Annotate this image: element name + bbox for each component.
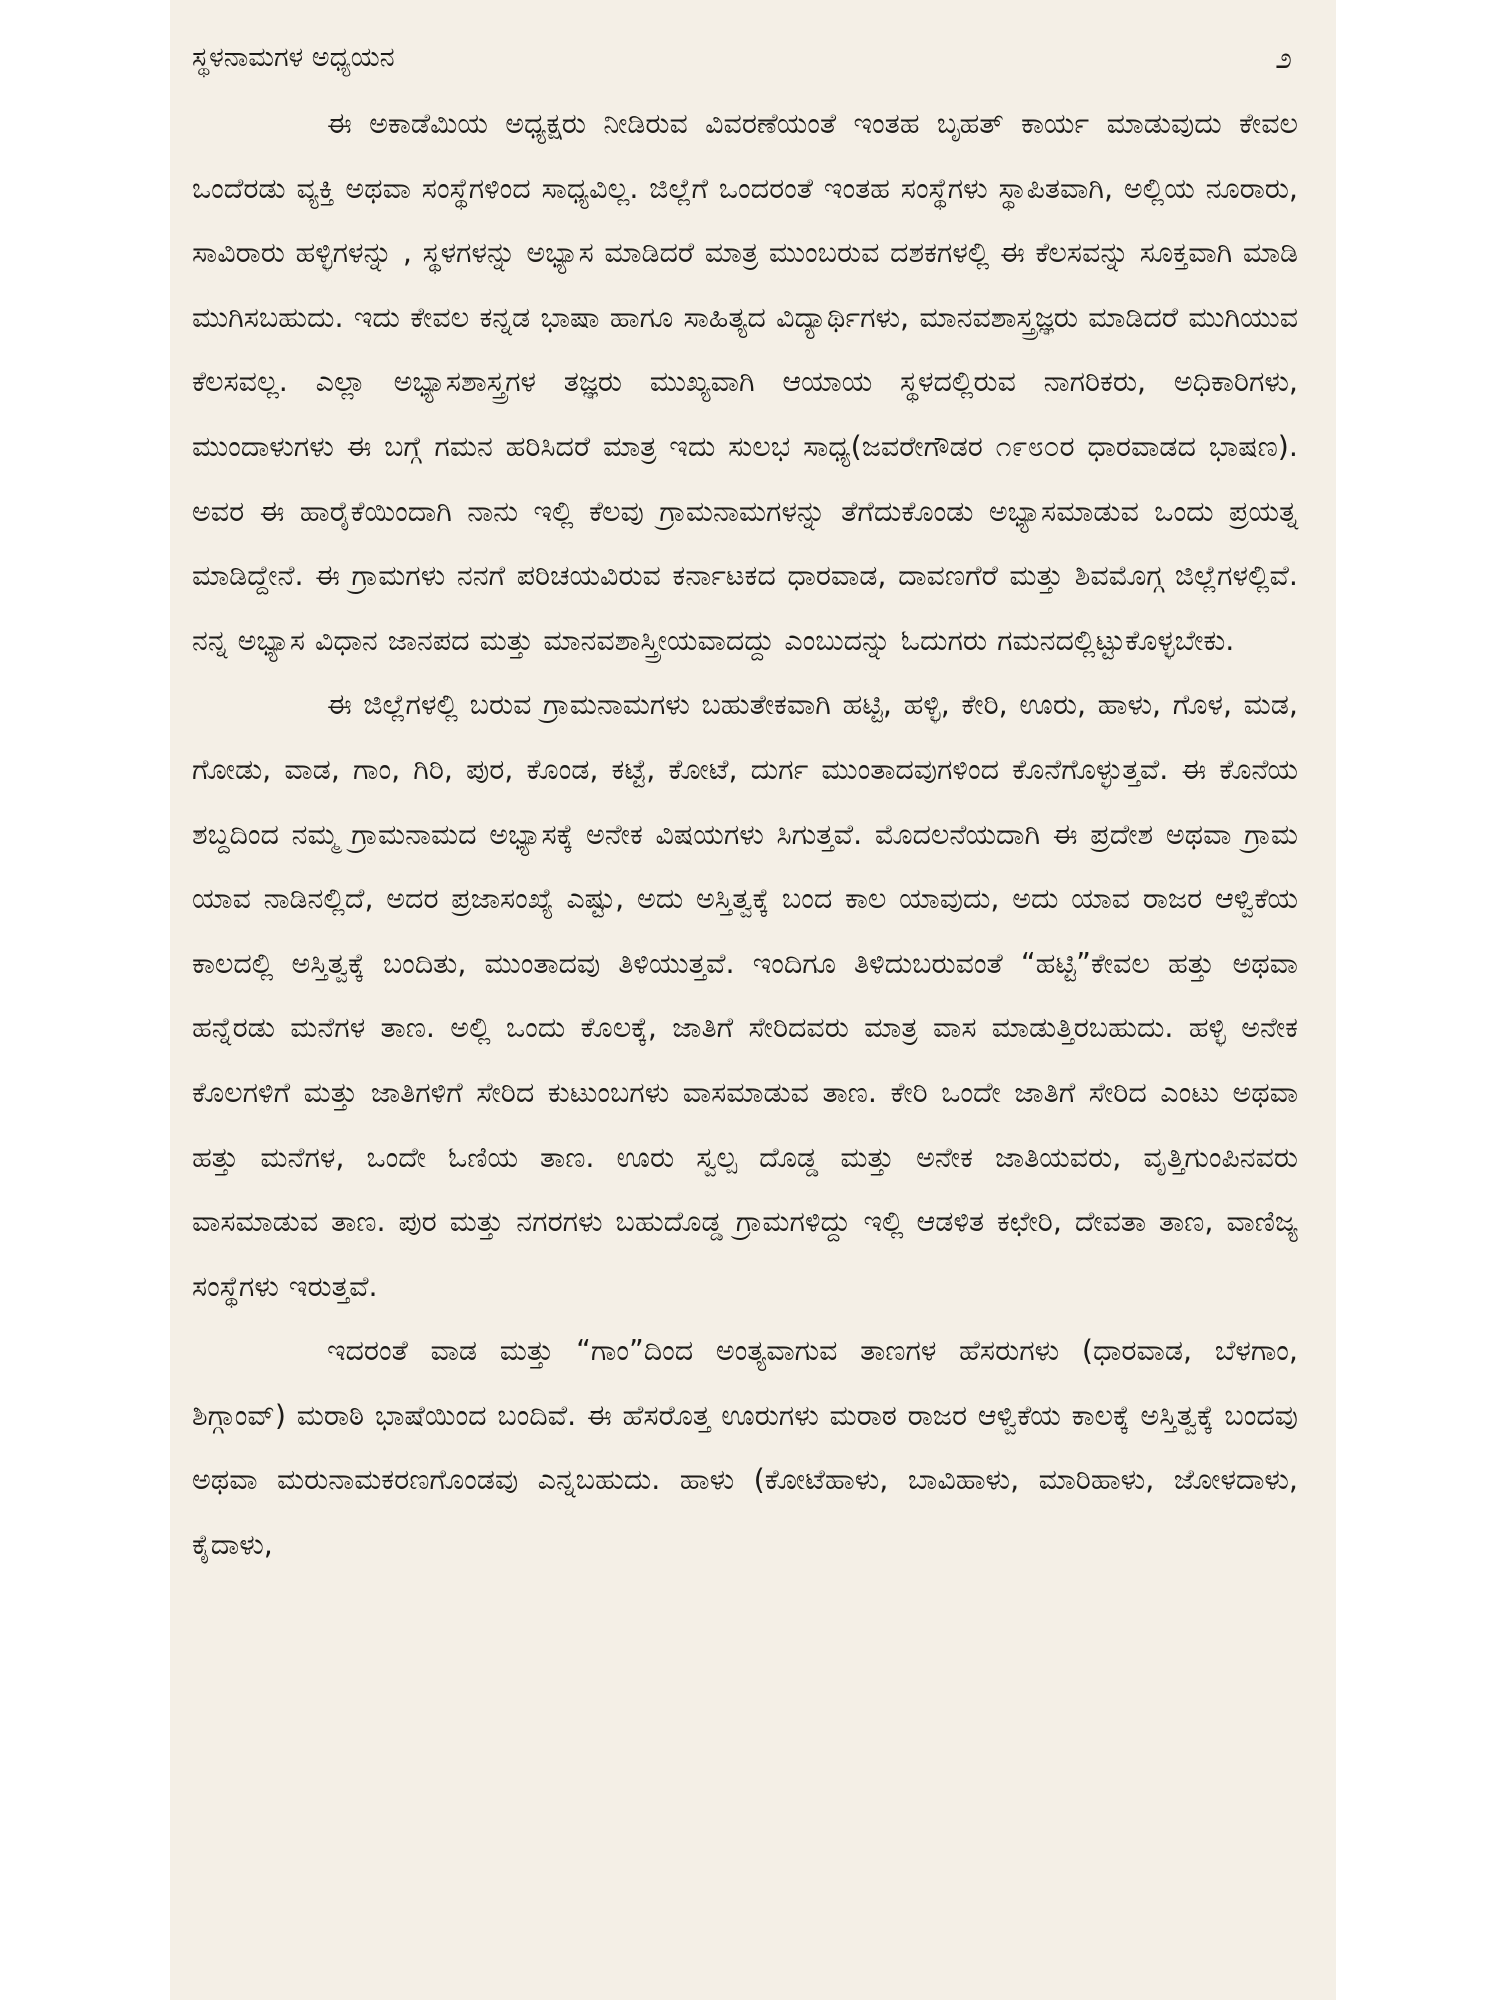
running-title: ಸ್ಥಳನಾಮಗಳ ಅಧ್ಯಯನ: [192, 42, 395, 73]
page-number: ೨: [1275, 40, 1292, 76]
paragraph: ಈ ಅಕಾಡೆಮಿಯ ಅಧ್ಯಕ್ಷರು ನೀಡಿರುವ ವಿವರಣೆಯಂತೆ ಇಂತಹ ಬೃಹತ್ ಕಾರ್ಯ ಮಾಡುವುದು ಕೇವಲ ಒಂದೆರಡು ವ್ಯಕ್ತಿ ಅಥವಾ ಸಂಸ್ಥೆಗಳಿಂದ ಸಾಧ್ಯವಿಲ್ಲ. ಜಿಲ್ಲೆಗೆ ಒಂದರಂತೆ ಇಂತಹ ಸಂಸ್ಥೆಗಳು ಸ್ಥಾಪಿತವಾಗಿ, ಅಲ್ಲಿಯ ನೂರಾರು, ಸಾವಿರಾರು ಹಳ್ಳಿಗಳನ್ನು , ಸ್ಥಳಗಳನ್ನು ಅಭ್ಯಾಸ ಮಾಡಿದರೆ ಮಾತ್ರ ಮುಂಬರುವ ದಶಕಗಳಲ್ಲಿ ಈ ಕೆಲಸವನ್ನು ಸೂಕ್ತವಾಗಿ ಮಾಡಿ ಮುಗಿಸಬಹುದು. ಇದು ಕೇವಲ ಕನ್ನಡ ಭಾಷಾ ಹಾಗೂ ಸಾಹಿತ್ಯದ ವಿದ್ಯಾರ್ಥಿಗಳು, ಮಾನವಶಾಸ್ತ್ರಜ್ಞರು ಮಾಡಿದರೆ ಮುಗಿಯುವ ಕೆಲಸವಲ್ಲ. ಎಲ್ಲಾ ಅಭ್ಯಾಸಶಾಸ್ತ್ರಗಳ ತಜ್ಞರು ಮುಖ್ಯವಾಗಿ ಆಯಾಯ ಸ್ಥಳದಲ್ಲಿರುವ ನಾಗರಿಕರು, ಅಧಿಕಾರಿಗಳು, ಮುಂದಾಳುಗಳು ಈ ಬಗ್ಗೆ ಗಮನ ಹರಿಸಿದರೆ ಮಾತ್ರ ಇದು ಸುಲಭ ಸಾಧ್ಯ(ಜವರೇಗೌಡರ ೧೯೮೦ರ ಧಾರವಾಡದ ಭಾಷಣ). ಅವರ ಈ ಹಾರೈಕೆಯಿಂದಾಗಿ ನಾನು ಇಲ್ಲಿ ಕೆಲವು ಗ್ರಾಮನಾಮಗಳನ್ನು ತೆಗೆದುಕೊಂಡು ಅಭ್ಯಾಸಮಾಡುವ ಒಂದು ಪ್ರಯತ್ನ ಮಾಡಿದ್ದೇನೆ. ಈ ಗ್ರಾಮಗಳು ನನಗೆ ಪರಿಚಯವಿರುವ ಕರ್ನಾಟಕದ ಧಾರವಾಡ, ದಾವಣಗೆರೆ ಮತ್ತು ಶಿವಮೊಗ್ಗ ಜಿಲ್ಲೆಗಳಲ್ಲಿವೆ. ನನ್ನ ಅಭ್ಯಾಸ ವಿಧಾನ ಜಾನಪದ ಮತ್ತು ಮಾನವಶಾಸ್ತ್ರೀಯವಾದದ್ದು ಎಂಬುದನ್ನು ಓದುಗರು ಗಮನದಲ್ಲಿಟ್ಟುಕೊಳ್ಳಬೇಕು.: [192, 107, 1298, 657]
paragraph: ಈ ಜಿಲ್ಲೆಗಳಲ್ಲಿ ಬರುವ ಗ್ರಾಮನಾಮಗಳು ಬಹುತೇಕವಾಗಿ ಹಟ್ಟಿ, ಹಳ್ಳಿ, ಕೇರಿ, ಊರು, ಹಾಳು, ಗೊಳ, ಮಡ, ಗೋಡು, ವಾಡ, ಗಾಂ, ಗಿರಿ, ಪುರ, ಕೊಂಡ, ಕಟ್ಟೆ, ಕೋಟೆ, ದುರ್ಗ ಮುಂತಾದವುಗಳಿಂದ ಕೊನೆಗೊಳ್ಳುತ್ತವೆ. ಈ ಕೊನೆಯ ಶಬ್ದದಿಂದ ನಮ್ಮ ಗ್ರಾಮನಾಮದ ಅಭ್ಯಾಸಕ್ಕೆ ಅನೇಕ ವಿಷಯಗಳು ಸಿಗುತ್ತವೆ. ಮೊದಲನೆಯದಾಗಿ ಈ ಪ್ರದೇಶ ಅಥವಾ ಗ್ರಾಮ ಯಾವ ನಾಡಿನಲ್ಲಿದೆ, ಅದರ ಪ್ರಜಾಸಂಖ್ಯೆ ಎಷ್ಟು, ಅದು ಅಸ್ತಿತ್ವಕ್ಕೆ ಬಂದ ಕಾಲ ಯಾವುದು, ಅದು ಯಾವ ರಾಜರ ಆಳ್ವಿಕೆಯ ಕಾಲದಲ್ಲಿ ಅಸ್ತಿತ್ವಕ್ಕೆ ಬಂದಿತು, ಮುಂತಾದವು ತಿಳಿಯುತ್ತವೆ. ಇಂದಿಗೂ ತಿಳಿದುಬರುವಂತೆ “ಹಟ್ಟಿ”ಕೇವಲ ಹತ್ತು ಅಥವಾ ಹನ್ನೆರಡು ಮನೆಗಳ ತಾಣ. ಅಲ್ಲಿ ಒಂದು ಕೊಲಕ್ಕೆ, ಜಾತಿಗೆ ಸೇರಿದವರು ಮಾತ್ರ ವಾಸ ಮಾಡುತ್ತಿರಬಹುದು. ಹಳ್ಳಿ ಅನೇಕ ಕೊಲಗಳಿಗೆ ಮತ್ತು ಜಾತಿಗಳಿಗೆ ಸೇರಿದ ಕುಟುಂಬಗಳು ವಾಸಮಾಡುವ ತಾಣ. ಕೇರಿ ಒಂದೇ ಜಾತಿಗೆ ಸೇರಿದ ಎಂಟು ಅಥವಾ ಹತ್ತು ಮನೆಗಳ, ಒಂದೇ ಓಣಿಯ ತಾಣ. ಊರು ಸ್ವಲ್ಪ ದೊಡ್ಡ ಮತ್ತು ಅನೇಕ ಜಾತಿಯವರು, ವೃತ್ತಿಗುಂಪಿನವರು ವಾಸಮಾಡುವ ತಾಣ. ಪುರ ಮತ್ತು ನಗರಗಳು ಬಹುದೊಡ್ಡ ಗ್ರಾಮಗಳಿದ್ದು ಇಲ್ಲಿ ಆಡಳಿತ ಕಛೇರಿ, ದೇವತಾ ತಾಣ, ವಾಣಿಜ್ಯ ಸಂಸ್ಥೆಗಳು ಇರುತ್ತವೆ.: [192, 688, 1298, 1303]
running-head: [192, 28, 1298, 88]
paragraph: ಇದರಂತೆ ವಾಡ ಮತ್ತು “ಗಾಂ”ದಿಂದ ಅಂತ್ಯವಾಗುವ ತಾಣಗಳ ಹೆಸರುಗಳು (ಧಾರವಾಡ, ಬೆಳಗಾಂ, ಶಿಗ್ಗಾಂವ್) ಮರಾಠಿ ಭಾಷೆಯಿಂದ ಬಂದಿವೆ. ಈ ಹೆಸರೊತ್ತ ಊರುಗಳು ಮರಾಠ ರಾಜರ ಆಳ್ವಿಕೆಯ ಕಾಲಕ್ಕೆ ಅಸ್ತಿತ್ವಕ್ಕೆ ಬಂದವು ಅಥವಾ ಮರುನಾಮಕರಣಗೊಂಡವು ಎನ್ನಬಹುದು. ಹಾಳು (ಕೋಟೆಹಾಳು, ಬಾವಿಹಾಳು, ಮಾರಿಹಾಳು, ಜೋಳದಾಳು, ಕೈದಾಳು,: [192, 1334, 1298, 1562]
book-page: [170, 0, 1336, 2000]
body-text: [192, 92, 1298, 1578]
